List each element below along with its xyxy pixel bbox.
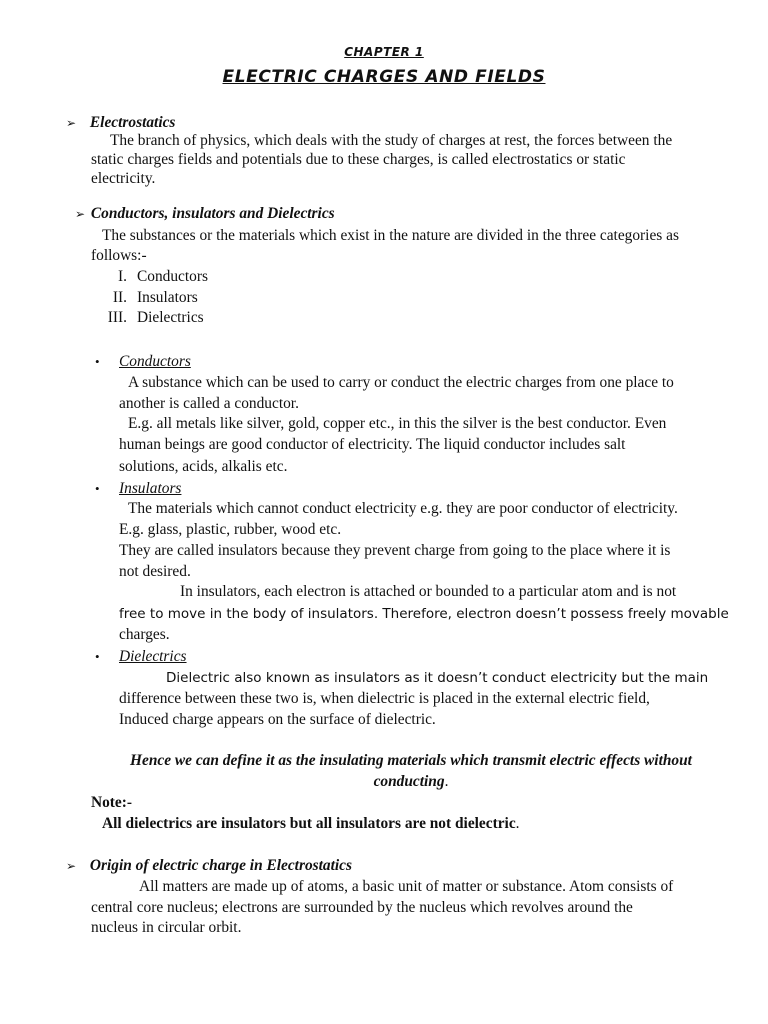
paragraph-line: The materials which cannot conduct electricity e.g. they are poor conductor of electricity.: [128, 500, 678, 517]
definition-term: conducting: [373, 773, 445, 790]
section-categories-heading: [75, 204, 335, 224]
paragraph-line: E.g. all metals like silver, gold, copper etc., in this the silver is the best conductor. Even: [128, 415, 667, 432]
subsection-insulators-heading: Insulators: [119, 480, 182, 497]
period: .: [515, 815, 520, 832]
paragraph-line: human beings are good conductor of electricity. The liquid conductor includes salt: [119, 436, 626, 453]
paragraph-line: All matters are made up of atoms, a basic unit of matter or substance. Atom consists of: [139, 878, 674, 895]
heading-text: Electrostatics: [89, 114, 176, 131]
paragraph-line: follows:-: [91, 247, 147, 264]
paragraph-line: difference between these two is, when dielectric is placed in the external electric field,: [119, 690, 650, 707]
list-item: Conductors: [137, 268, 208, 285]
subsection-conductors-heading: Conductors: [119, 353, 191, 370]
paragraph-line: charges.: [119, 626, 170, 643]
list-item: Insulators: [137, 289, 198, 306]
paragraph-line: solutions, acids, alkalis etc.: [119, 458, 288, 475]
paragraph-line: E.g. glass, plastic, rubber, wood etc.: [119, 521, 342, 538]
arrow-bullet-icon: ➢: [66, 116, 77, 130]
arrow-bullet-icon: ➢: [66, 859, 77, 873]
dot-bullet-icon: •: [95, 481, 100, 496]
period: .: [444, 773, 449, 790]
paragraph-line: nucleus in circular orbit.: [91, 919, 242, 936]
arrow-bullet-icon: ➢: [75, 207, 86, 221]
paragraph-line: Induced charge appears on the surface of dielectric.: [119, 711, 436, 728]
subsection-dielectrics-heading: Dielectrics: [119, 648, 187, 665]
definition-line-end: [0, 772, 768, 792]
section-origin-heading: [66, 856, 352, 876]
list-number: I.: [118, 268, 127, 285]
heading-text: Origin of electric charge in Electrostatics: [89, 857, 352, 874]
paragraph-line: In insulators, each electron is attached or bounded to a particular atom and is not: [180, 583, 677, 600]
list-number: III.: [107, 309, 127, 326]
dot-bullet-icon: •: [95, 354, 100, 369]
note-text: [102, 814, 520, 834]
dot-bullet-icon: •: [95, 649, 100, 664]
paragraph-line: not desired.: [119, 563, 191, 580]
paragraph-line: The substances or the materials which exist in the nature are divided in the three categories as: [102, 227, 679, 244]
page-title: ELECTRIC CHARGES AND FIELDS: [222, 67, 546, 87]
note-label: Note:-: [91, 794, 133, 811]
paragraph-line: They are called insulators because they prevent charge from going to the place where it is: [119, 542, 671, 559]
note-statement: All dielectrics are insulators but all insulators are not dielectric: [102, 815, 516, 832]
paragraph-line: another is called a conductor.: [119, 395, 299, 412]
paragraph-line: central core nucleus; electrons are surrounded by the nucleus which revolves around the: [91, 899, 633, 916]
section-electrostatics-heading: [66, 113, 175, 133]
paragraph-line: free to move in the body of insulators. Therefore, electron doesn’t possess freely movable: [119, 606, 729, 622]
heading-text: Conductors, insulators and Dielectrics: [90, 205, 335, 222]
paragraph-line: static charges fields and potentials due to these charges, is called electrostatics or static: [91, 151, 626, 168]
paragraph-line: Dielectric also known as insulators as it doesn’t conduct electricity but the main: [166, 670, 709, 686]
paragraph-line: A substance which can be used to carry or conduct the electric charges from one place to: [128, 374, 674, 391]
definition-line: Hence we can define it as the insulating materials which transmit electric effects without: [130, 752, 692, 769]
chapter-label: CHAPTER 1: [344, 45, 424, 59]
list-item: Dielectrics: [137, 309, 204, 326]
paragraph-line: The branch of physics, which deals with the study of charges at rest, the forces between the: [110, 132, 673, 149]
list-number: II.: [112, 289, 127, 306]
paragraph-line: electricity.: [91, 170, 156, 187]
